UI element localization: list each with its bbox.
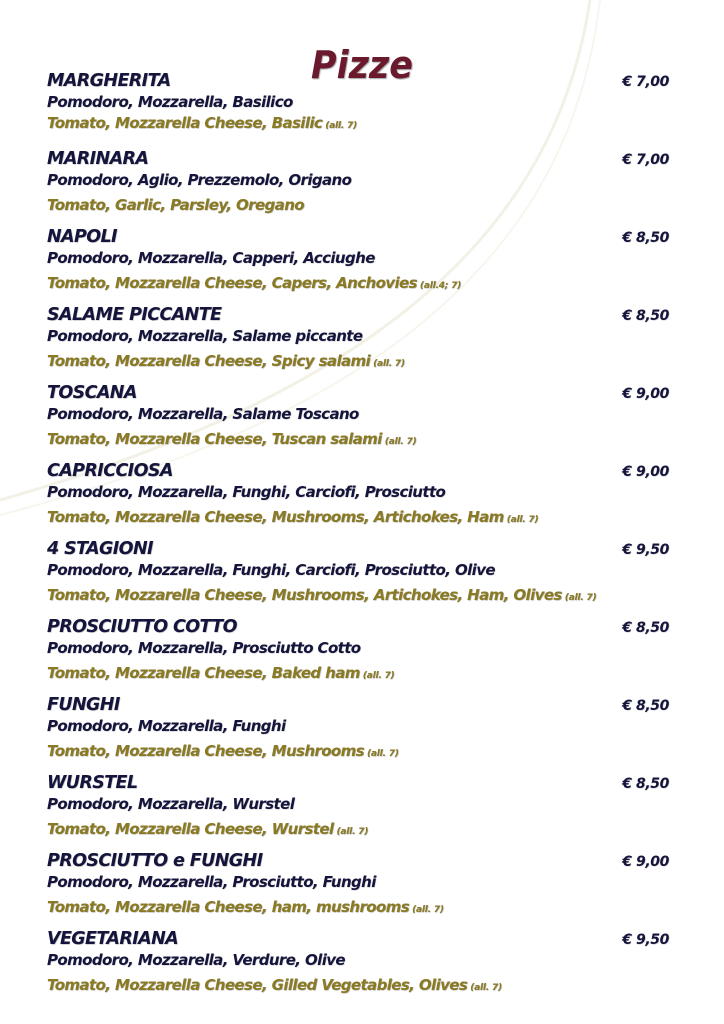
allergen-note: (all. 7) — [373, 359, 405, 369]
ingredients-italian: Pomodoro, Mozzarella, Prosciutto Cotto — [47, 639, 361, 657]
allergen-note: (all. 7) — [412, 905, 444, 915]
pizza-price: € 8,50 — [622, 698, 669, 714]
allergen-note: (all. 7) — [506, 515, 539, 525]
ingredients-english — [47, 428, 416, 453]
pizza-price: € 9,00 — [622, 464, 669, 480]
menu-item — [47, 693, 677, 771]
pizza-name: NAPOLI — [47, 227, 117, 247]
pizza-name: TOSCANA — [47, 383, 137, 403]
ingredients-italian: Pomodoro, Mozzarella, Funghi, Carciofi, Prosciutto, Olive — [47, 561, 495, 579]
ingredients-italian: Pomodoro, Mozzarella, Prosciutto, Funghi — [47, 873, 376, 891]
ingredients-english-text: Tomato, Mozzarella Cheese, Mushrooms — [47, 742, 364, 760]
ingredients-english — [47, 740, 399, 765]
ingredients-english-text: Tomato, Garlic, Parsley, Oregano — [47, 196, 304, 214]
allergen-note: (all.4; 7) — [419, 281, 462, 291]
menu-item — [47, 615, 677, 693]
pizza-name: SALAME PICCANTE — [47, 305, 222, 325]
pizza-name: MARGHERITA — [47, 71, 171, 91]
ingredients-italian: Pomodoro, Mozzarella, Salame Toscano — [47, 405, 359, 423]
pizza-price: € 8,50 — [622, 620, 669, 636]
pizza-price: € 9,00 — [622, 386, 669, 402]
ingredients-english-text: Tomato, Mozzarella Cheese, Mushrooms, Artichokes, Ham, Olives — [47, 586, 562, 604]
ingredients-english-text: Tomato, Mozzarella Cheese, ham, mushrooms — [47, 898, 410, 916]
ingredients-italian: Pomodoro, Mozzarella, Funghi — [47, 717, 286, 735]
allergen-note: (all. 7) — [367, 749, 399, 759]
ingredients-italian: Pomodoro, Mozzarella, Basilico — [47, 93, 293, 111]
ingredients-english — [47, 974, 502, 999]
pizza-price: € 8,50 — [622, 308, 669, 324]
pizza-name: 4 STAGIONI — [47, 539, 153, 559]
pizza-name: WURSTEL — [47, 773, 138, 793]
pizza-name: MARINARA — [47, 149, 149, 169]
pizza-name: CAPRICCIOSA — [47, 461, 173, 481]
allergen-note: (all. 7) — [336, 827, 369, 837]
ingredients-english — [47, 112, 357, 137]
ingredients-italian: Pomodoro, Mozzarella, Wurstel — [47, 795, 295, 813]
ingredients-english-text: Tomato, Mozzarella Cheese, Basilic — [47, 114, 323, 132]
ingredients-english-text: Tomato, Mozzarella Cheese, Tuscan salami — [47, 430, 382, 448]
menu-item — [47, 459, 677, 537]
ingredients-italian: Pomodoro, Aglio, Prezzemolo, Origano — [47, 171, 352, 189]
allergen-note: (all. 7) — [384, 437, 417, 447]
ingredients-italian: Pomodoro, Mozzarella, Salame piccante — [47, 327, 363, 345]
menu-item — [47, 537, 677, 615]
pizza-price: € 8,50 — [622, 776, 669, 792]
allergen-note: (all. 7) — [564, 593, 597, 603]
ingredients-english — [47, 350, 405, 375]
ingredients-english — [47, 194, 307, 219]
menu-item — [47, 927, 677, 1005]
ingredients-italian: Pomodoro, Mozzarella, Capperi, Acciughe — [47, 249, 375, 267]
ingredients-english-text: Tomato, Mozzarella Cheese, Mushrooms, Artichokes, Ham — [47, 508, 504, 526]
pizza-price: € 7,00 — [622, 152, 669, 168]
menu-item — [47, 69, 677, 147]
menu-item — [47, 303, 677, 381]
ingredients-english-text: Tomato, Mozzarella Cheese, Capers, Anchovies — [47, 274, 417, 292]
ingredients-italian: Pomodoro, Mozzarella, Funghi, Carciofi, Prosciutto — [47, 483, 446, 501]
pizza-name: PROSCIUTTO COTTO — [47, 617, 237, 637]
ingredients-english — [47, 584, 596, 609]
pizza-price: € 7,00 — [622, 74, 669, 90]
ingredients-english — [47, 662, 394, 687]
ingredients-english-text: Tomato, Mozzarella Cheese, Gilled Vegetables, Olives — [47, 976, 468, 994]
ingredients-english-text: Tomato, Mozzarella Cheese, Baked ham — [47, 664, 360, 682]
ingredients-english — [47, 272, 461, 297]
pizza-price: € 8,50 — [622, 230, 669, 246]
menu-item — [47, 849, 677, 927]
menu-item — [47, 771, 677, 849]
allergen-note: (all. 7) — [362, 671, 395, 681]
allergen-note: (all. 7) — [470, 983, 502, 993]
menu-item — [47, 225, 677, 303]
ingredients-english — [47, 818, 368, 843]
ingredients-english-text: Tomato, Mozzarella Cheese, Wurstel — [47, 820, 334, 838]
pizza-price: € 9,50 — [622, 542, 669, 558]
ingredients-italian: Pomodoro, Mozzarella, Verdure, Olive — [47, 951, 345, 969]
pizza-name: PROSCIUTTO e FUNGHI — [47, 851, 263, 871]
page-title: Pizze — [310, 43, 414, 88]
menu-item — [47, 147, 677, 225]
ingredients-english-text: Tomato, Mozzarella Cheese, Spicy salami — [47, 352, 371, 370]
allergen-note: (all. 7) — [325, 121, 357, 131]
pizza-price: € 9,50 — [622, 932, 669, 948]
ingredients-english — [47, 506, 538, 531]
pizza-name: VEGETARIANA — [47, 929, 179, 949]
pizza-menu-list — [47, 69, 677, 1005]
menu-item — [47, 381, 677, 459]
ingredients-english — [47, 896, 444, 921]
pizza-name: FUNGHI — [47, 695, 120, 715]
pizza-price: € 9,00 — [622, 854, 669, 870]
